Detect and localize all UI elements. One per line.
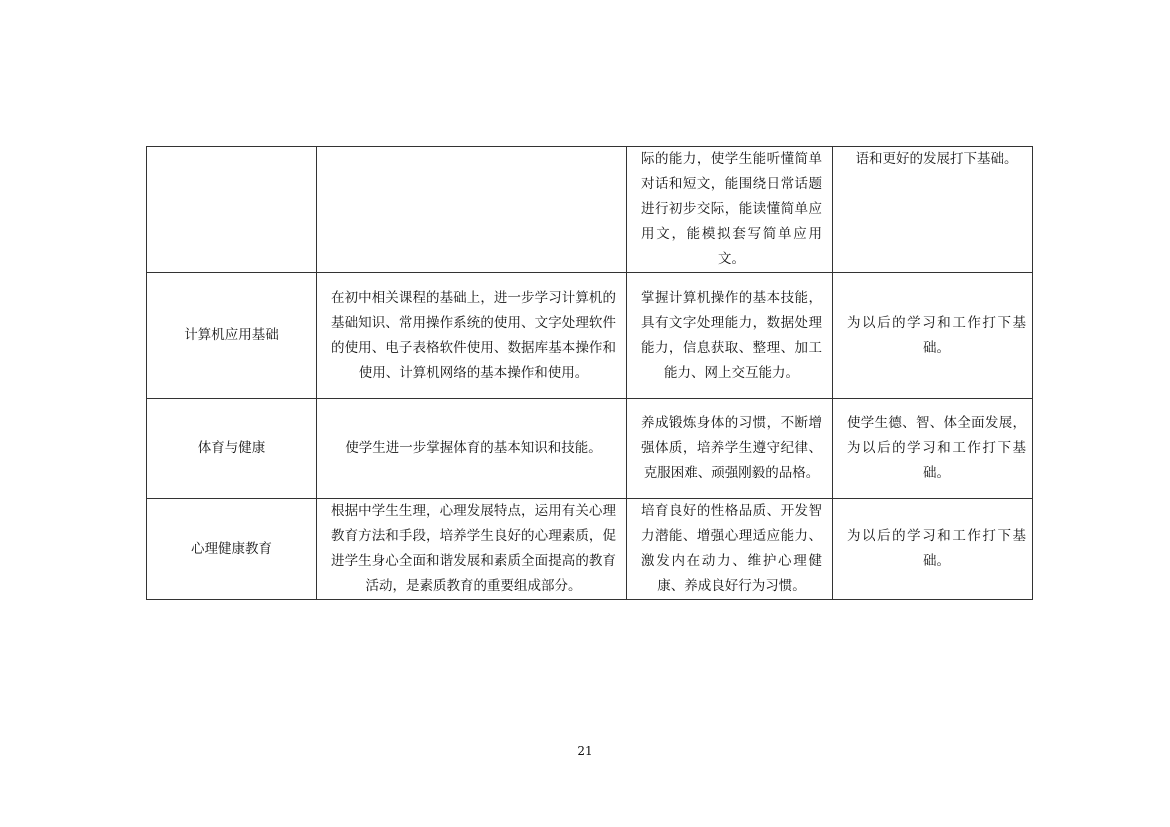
- course-name-cell: [147, 147, 317, 273]
- course-name-cell: 计算机应用基础: [147, 273, 317, 399]
- course-name-cell: 体育与健康: [147, 399, 317, 499]
- course-aim-cell: 为以后的学习和工作打下基础。: [833, 273, 1033, 399]
- course-content-cell: [317, 147, 627, 273]
- curriculum-table: [146, 146, 1033, 600]
- course-aim-cell: 使学生德、智、体全面发展，为以后的学习和工作打下基础。: [833, 399, 1033, 499]
- page-number: 21: [577, 744, 593, 758]
- course-aim-cell: 语和更好的发展打下基础。: [833, 147, 1033, 273]
- course-goal-cell: 培育良好的性格品质、开发智力潜能、增强心理适应能力、激发内在动力、维护心理健康、养成良好行为习惯。: [627, 499, 833, 600]
- course-goal-cell: 掌握计算机操作的基本技能，具有文字处理能力，数据处理能力，信息获取、整理、加工能力、网上交互能力。: [627, 273, 833, 399]
- table-row: [147, 399, 1033, 499]
- table-row: [147, 273, 1033, 399]
- course-goal-cell: 养成锻炼身体的习惯，不断增强体质，培养学生遵守纪律、克服困难、顽强刚毅的品格。: [627, 399, 833, 499]
- course-name-cell: 心理健康教育: [147, 499, 317, 600]
- course-content-cell: 根据中学生生理，心理发展特点，运用有关心理教育方法和手段，培养学生良好的心理素质，促进学生身心全面和谐发展和素质全面提高的教育活动，是素质教育的重要组成部分。: [317, 499, 627, 600]
- table-row: [147, 499, 1033, 600]
- course-content-cell: 使学生进一步掌握体育的基本知识和技能。: [317, 399, 627, 499]
- course-aim-cell: 为以后的学习和工作打下基础。: [833, 499, 1033, 600]
- course-goal-cell: 际的能力，使学生能听懂简单对话和短文，能围绕日常话题进行初步交际，能读懂简单应用文，能模拟套写简单应用文。: [627, 147, 833, 273]
- course-content-cell: 在初中相关课程的基础上，进一步学习计算机的基础知识、常用操作系统的使用、文字处理软件的使用、电子表格软件使用、数据库基本操作和使用、计算机网络的基本操作和使用。: [317, 273, 627, 399]
- table-row: [147, 147, 1033, 273]
